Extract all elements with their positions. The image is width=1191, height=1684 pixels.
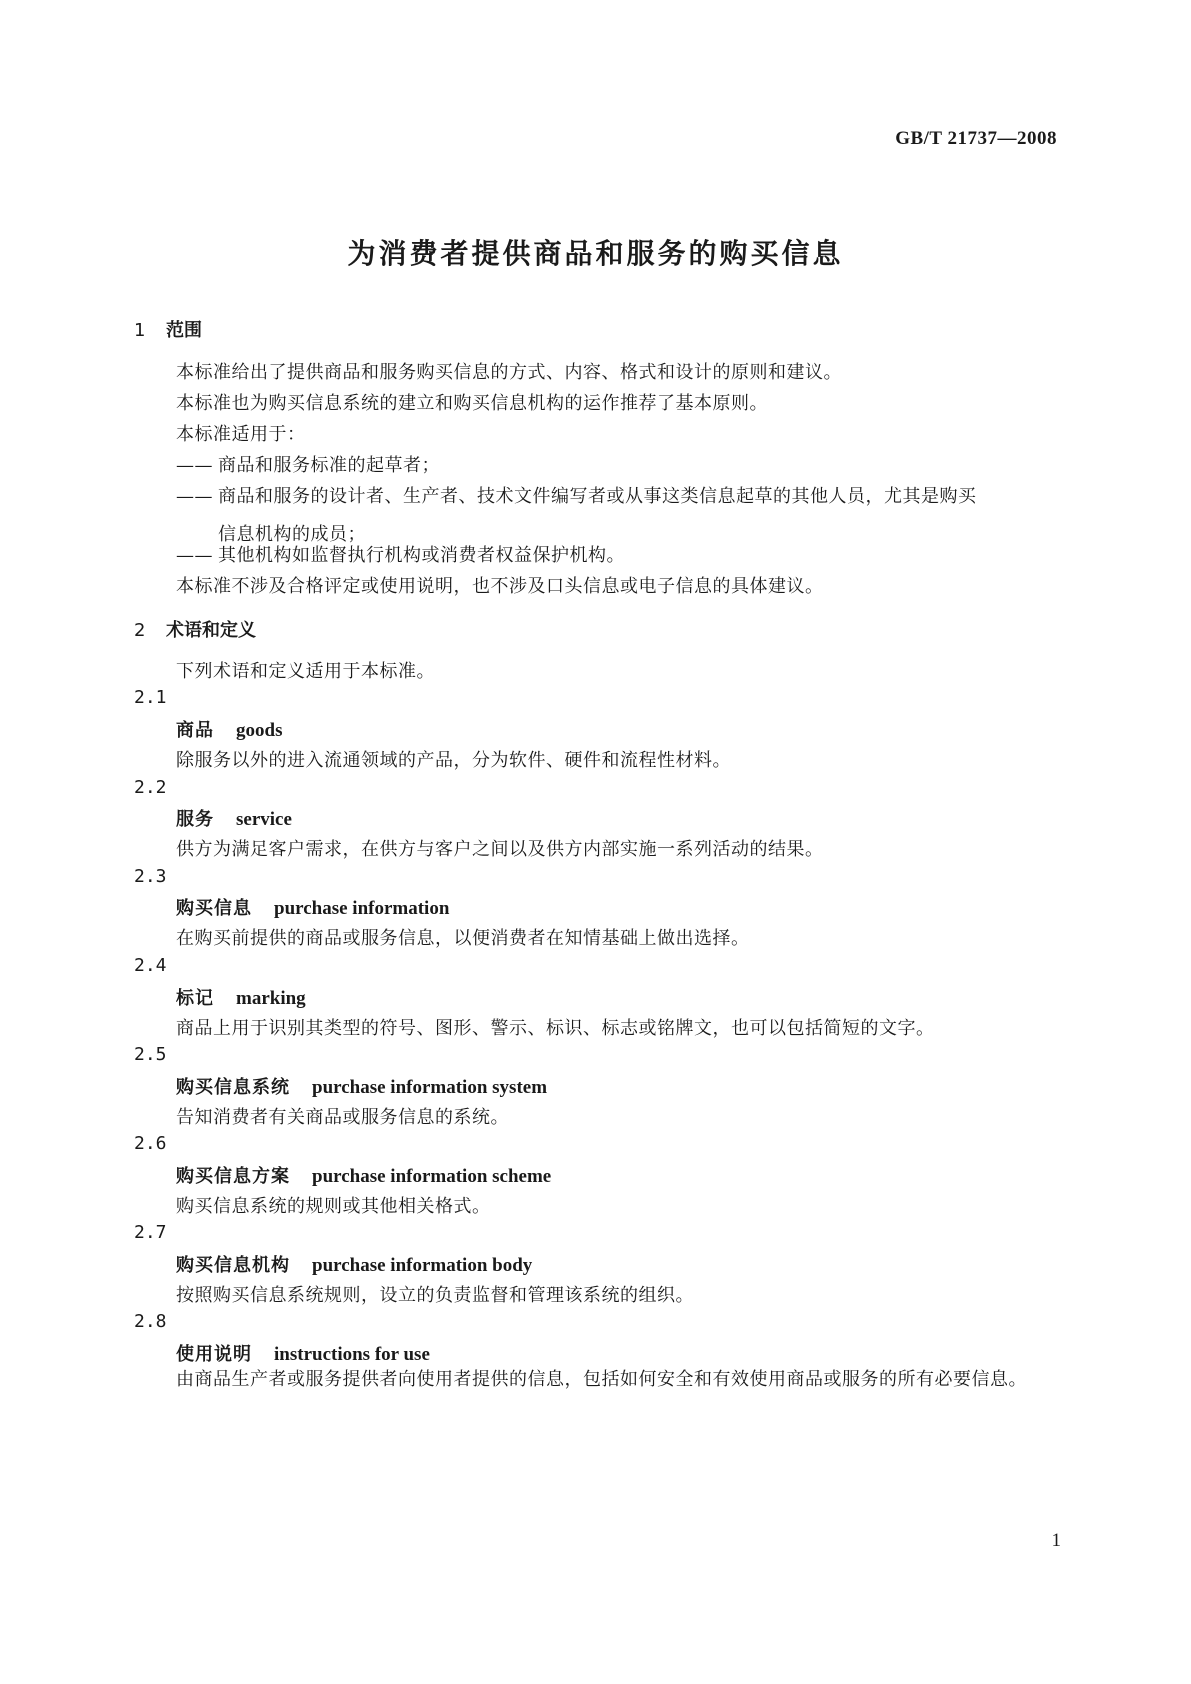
term-en: purchase information system: [312, 1077, 548, 1098]
clause-number: 2.6: [134, 1133, 167, 1154]
term-zh: 购买信息系统: [176, 1077, 290, 1098]
list-item-text: 其他机构如监督执行机构或消费者权益保护机构。: [218, 545, 625, 566]
term-en: purchase information body: [312, 1255, 533, 1276]
term-zh: 购买信息机构: [176, 1255, 290, 1276]
term-definition: 除服务以外的进入流通领域的产品，分为软件、硬件和流程性材料。: [176, 750, 731, 771]
term-heading: [176, 1073, 547, 1099]
scope-paragraph-1: 本标准给出了提供商品和服务购买信息的方式、内容、格式和设计的原则和建议。: [176, 362, 842, 383]
scope-list-item: [176, 482, 1056, 546]
section-2-heading: [134, 616, 256, 642]
term-zh: 标记: [176, 988, 214, 1009]
list-item-text: 商品和服务标准的起草者；: [218, 455, 440, 476]
page-number: 1: [1051, 1530, 1061, 1551]
term-zh: 服务: [176, 809, 214, 830]
dash-marker: ——: [176, 486, 213, 507]
section-1-heading: [134, 316, 202, 342]
term-zh: 商品: [176, 720, 214, 741]
term-definition: 在购买前提供的商品或服务信息，以便消费者在知情基础上做出选择。: [176, 928, 750, 949]
term-heading: [176, 716, 282, 742]
clause-number: 2.8: [134, 1311, 167, 1332]
section-number: 1: [134, 320, 146, 341]
document-title: 为消费者提供商品和服务的购买信息: [347, 237, 844, 270]
terms-intro: 下列术语和定义适用于本标准。: [176, 661, 435, 682]
term-definition: 告知消费者有关商品或服务信息的系统。: [176, 1107, 509, 1128]
term-definition: 供方为满足客户需求，在供方与客户之间以及供方内部实施一系列活动的结果。: [176, 839, 824, 860]
section-number: 2: [134, 620, 146, 641]
scope-paragraph-3: 本标准适用于：: [176, 424, 306, 445]
term-definition: 按照购买信息系统规则，设立的负责监督和管理该系统的组织。: [176, 1285, 694, 1306]
section-title: 范围: [166, 320, 202, 341]
dash-marker: ——: [176, 545, 213, 566]
term-heading: [176, 805, 292, 831]
term-en: purchase information scheme: [312, 1166, 552, 1187]
scope-paragraph-2: 本标准也为购买信息系统的建立和购买信息机构的运作推荐了基本原则。: [176, 393, 768, 414]
term-heading: [176, 1340, 430, 1366]
term-en: purchase information: [274, 898, 450, 919]
clause-number: 2.2: [134, 777, 167, 798]
term-zh: 购买信息: [176, 898, 252, 919]
term-definition: 商品上用于识别其类型的符号、图形、警示、标识、标志或铭牌文，也可以包括简短的文字。: [176, 1018, 935, 1039]
term-definition: 由商品生产者或服务提供者向使用者提供的信息，包括如何安全和有效使用商品或服务的所有必要信息。: [176, 1369, 1027, 1390]
scope-paragraph-4: 本标准不涉及合格评定或使用说明，也不涉及口头信息或电子信息的具体建议。: [176, 576, 824, 597]
term-heading: [176, 894, 449, 920]
clause-number: 2.4: [134, 955, 167, 976]
scope-list-item: [176, 541, 1056, 567]
term-en: goods: [236, 720, 283, 741]
term-en: marking: [236, 988, 306, 1009]
term-heading: [176, 1251, 532, 1277]
scope-list-item: [176, 451, 1056, 477]
list-item-text: 商品和服务的设计者、生产者、技术文件编写者或从事这类信息起草的其他人员，尤其是购买: [218, 486, 977, 507]
term-heading: [176, 984, 306, 1010]
dash-marker: ——: [176, 455, 213, 476]
section-title: 术语和定义: [166, 620, 256, 641]
term-zh: 购买信息方案: [176, 1166, 290, 1187]
clause-number: 2.5: [134, 1044, 167, 1065]
term-definition: 购买信息系统的规则或其他相关格式。: [176, 1196, 491, 1217]
clause-number: 2.3: [134, 866, 167, 887]
list-item-continuation: 信息机构的成员；: [218, 524, 366, 545]
standard-number: GB/T 21737—2008: [895, 128, 1057, 149]
term-en: service: [236, 809, 292, 830]
term-zh: 使用说明: [176, 1344, 252, 1365]
term-heading: [176, 1162, 551, 1188]
term-en: instructions for use: [274, 1344, 430, 1365]
clause-number: 2.7: [134, 1222, 167, 1243]
clause-number: 2.1: [134, 687, 167, 708]
